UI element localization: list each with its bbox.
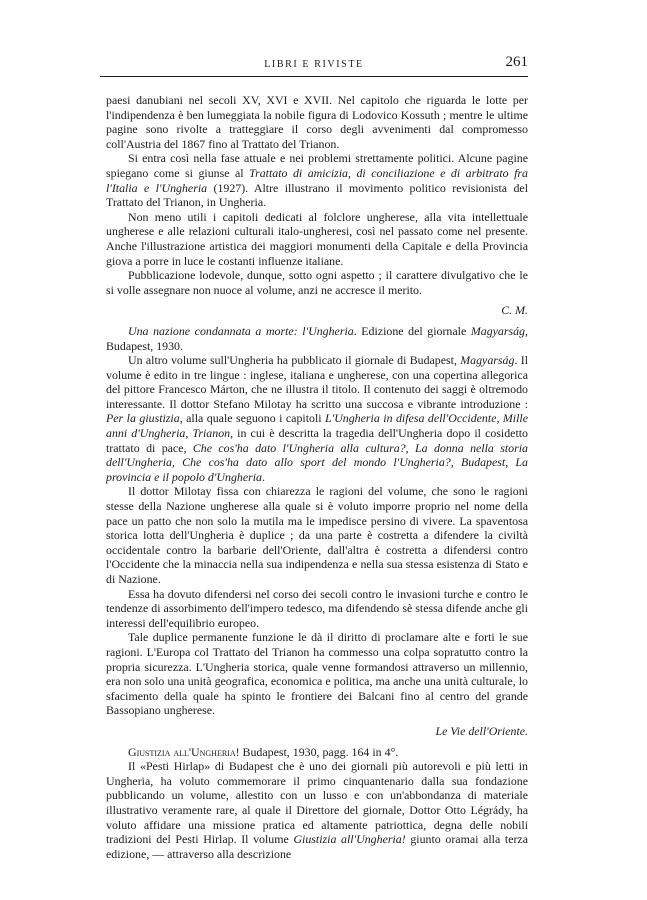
- text-run: , in cui è descritta la tragedia dell'Ungheria dopo il cosidetto trattato di pace,: [106, 426, 528, 455]
- paragraph: [106, 759, 528, 861]
- paragraph: Pubblicazione lodevole, dunque, sotto ogni aspetto ; il carattere divulgativo che le si volle assegnare non nuoce al volume, anzi ne accresce il merito.: [106, 268, 528, 297]
- book-title: Una nazione condannata a morte: l'Ungheria: [128, 323, 354, 338]
- text-run: giunto oramai alla terza edizione, — attraverso alla descrizione: [106, 832, 528, 861]
- text-run: , alla quale seguono i capitoli: [179, 411, 326, 426]
- chapter-titles: L'Ungheria in difesa dell'Occidente, Mille anni d'Ungheria, Trianon: [106, 411, 528, 441]
- running-title: LIBRI E RIVISTE: [264, 59, 364, 70]
- text-run: Il «Pesti Hirlap» di Budapest che è uno dei giornali più autorevoli e più letti in Ungheria, ha voluto commemorare il primo cinquantenario dalla sua fondazione pubblicando un volume, allestito con un lusso e con un'abbondanza di materiale illustrativo veramente rare, al quale il Direttore del giornale, Dottor Otto Légrády, ha voluto affidare una missione pratica ed altamente patriottica, degna delle nobili tradizioni del Pesti Hirlap. Il volume: [106, 759, 528, 847]
- text-run: , Budapest, 1930.: [106, 323, 528, 353]
- page-number: 261: [505, 54, 528, 70]
- running-head: [100, 52, 528, 77]
- introduction-title: Per la giustizia: [106, 411, 180, 426]
- review-heading: [106, 745, 528, 760]
- review-source: Le Vie dell'Oriente.: [435, 723, 528, 738]
- journal-name: Magyarság: [470, 323, 526, 338]
- paragraph: Non meno utili i capitoli dedicati al folclore ungherese, alla vita intellettuale ungherese e alle relazioni culturali italo-ungheresi, così nel passato come nel presente. Anche l'illustrazione artistica dei maggiori monumenti della Capitale e della Provincia giova a porre in luce le costanti influenze italiane.: [106, 209, 528, 268]
- text-run: . Edizione del giornale: [353, 323, 471, 338]
- text-run: Un altro volume sull'Ungheria ha pubblicato il giornale di Budapest,: [128, 353, 461, 368]
- text-run: . Il volume è edito in tre lingue : inglese, italiana e ungherese, con una copertina allegorica del pittore Francesco Márton, che ne illustra il titolo. Il contenuto dei saggi è oltremodo interessante. Il dottor Stefano Milotay ha scritto una succosa e vibrante introduzione :: [106, 353, 528, 411]
- text-run: (1927). Altre illustrano il movimento politico revisionista del Trattato del Trianon, in Ungheria.: [106, 180, 528, 210]
- paragraph: [106, 151, 528, 209]
- review-signature: C. M.: [501, 303, 528, 318]
- text-run: Si entra così nella fase attuale e nei problemi strettamente politici. Alcune pagine spiegano come si giunse al: [106, 151, 528, 180]
- journal-name: Magyarság: [460, 353, 515, 368]
- paragraph: Tale duplice permanente funzione le dà il diritto di proclamare alte e forti le sue ragioni. L'Europa col Trattato del Trianon ha commesso una colpa sopratutto contro la propria sicurezza. L'Ungheria storica, quale venne formandosi attraverso un millennio, era non solo una unità geografica, economica e politica, ma anche una unità culturale, lo sfacimento della quale ha spinto le frontiere dei Balcani fino al centro del grande Bassopiano ungherese.: [106, 630, 528, 718]
- paragraph: Essa ha dovuto difendersi nel corso dei secoli contro le invasioni turche e contro le tendenze di assorbimento dell'impero tedesco, ma difendendo sè stessa difende anche gli interessi dell'equilibrio europeo.: [106, 586, 528, 630]
- paragraph: Il dottor Milotay fissa con chiarezza le ragioni del volume, che sono le ragioni stesse della Nazione ungherese alla quale si è voluto imporre proprio nel nome della pace un patto che non solo la mutila ma le impedisce persino di vivere. La spaventosa storica lotta dell'Ungheria è duplice ; da una parte è costretta a difendere la civiltà occidentale contro la barbarie dell'Oriente, dall'altra è costretta a difendersi contro l'Occidente che la minaccia nella sua indipendenza e nella sua stessa esistenza di Stato e di Nazione.: [106, 484, 528, 586]
- paragraph: paesi danubiani nel secoli XV, XVI e XVII. Nel capitolo che riguarda le lotte per l'indipendenza è ben lumeggiata la nobile figura di Lodovico Kossuth ; mentre le ultime pagine sono rivolte a tratteggiare il corso degli avvenimenti dal compromesso coll'Austria del 1867 fino al Trattato del Trianon.: [106, 93, 528, 151]
- book-title: Giustizia all'Ungheria!: [128, 744, 240, 759]
- review-heading: [106, 324, 528, 353]
- paragraph: [106, 353, 528, 484]
- text-run: Budapest, 1930, pagg. 164 in 4°.: [239, 744, 399, 759]
- chapter-titles: Che cos'ha dato l'Ungheria alla cultura?, La donna nella storia dell'Ungheria, Che cos'ha dato allo sport del mondo l'Ungheria?, Budapest, La provincia e il popolo d'Ungheria: [106, 440, 528, 484]
- treaty-title: Trattato di amicizia, di conciliazione e di arbitrato fra l'Italia e l'Ungheria: [106, 165, 528, 195]
- text-run: .: [262, 469, 265, 484]
- book-title: Giustizia all'Ungheria!: [293, 832, 406, 847]
- text-block: [106, 93, 528, 861]
